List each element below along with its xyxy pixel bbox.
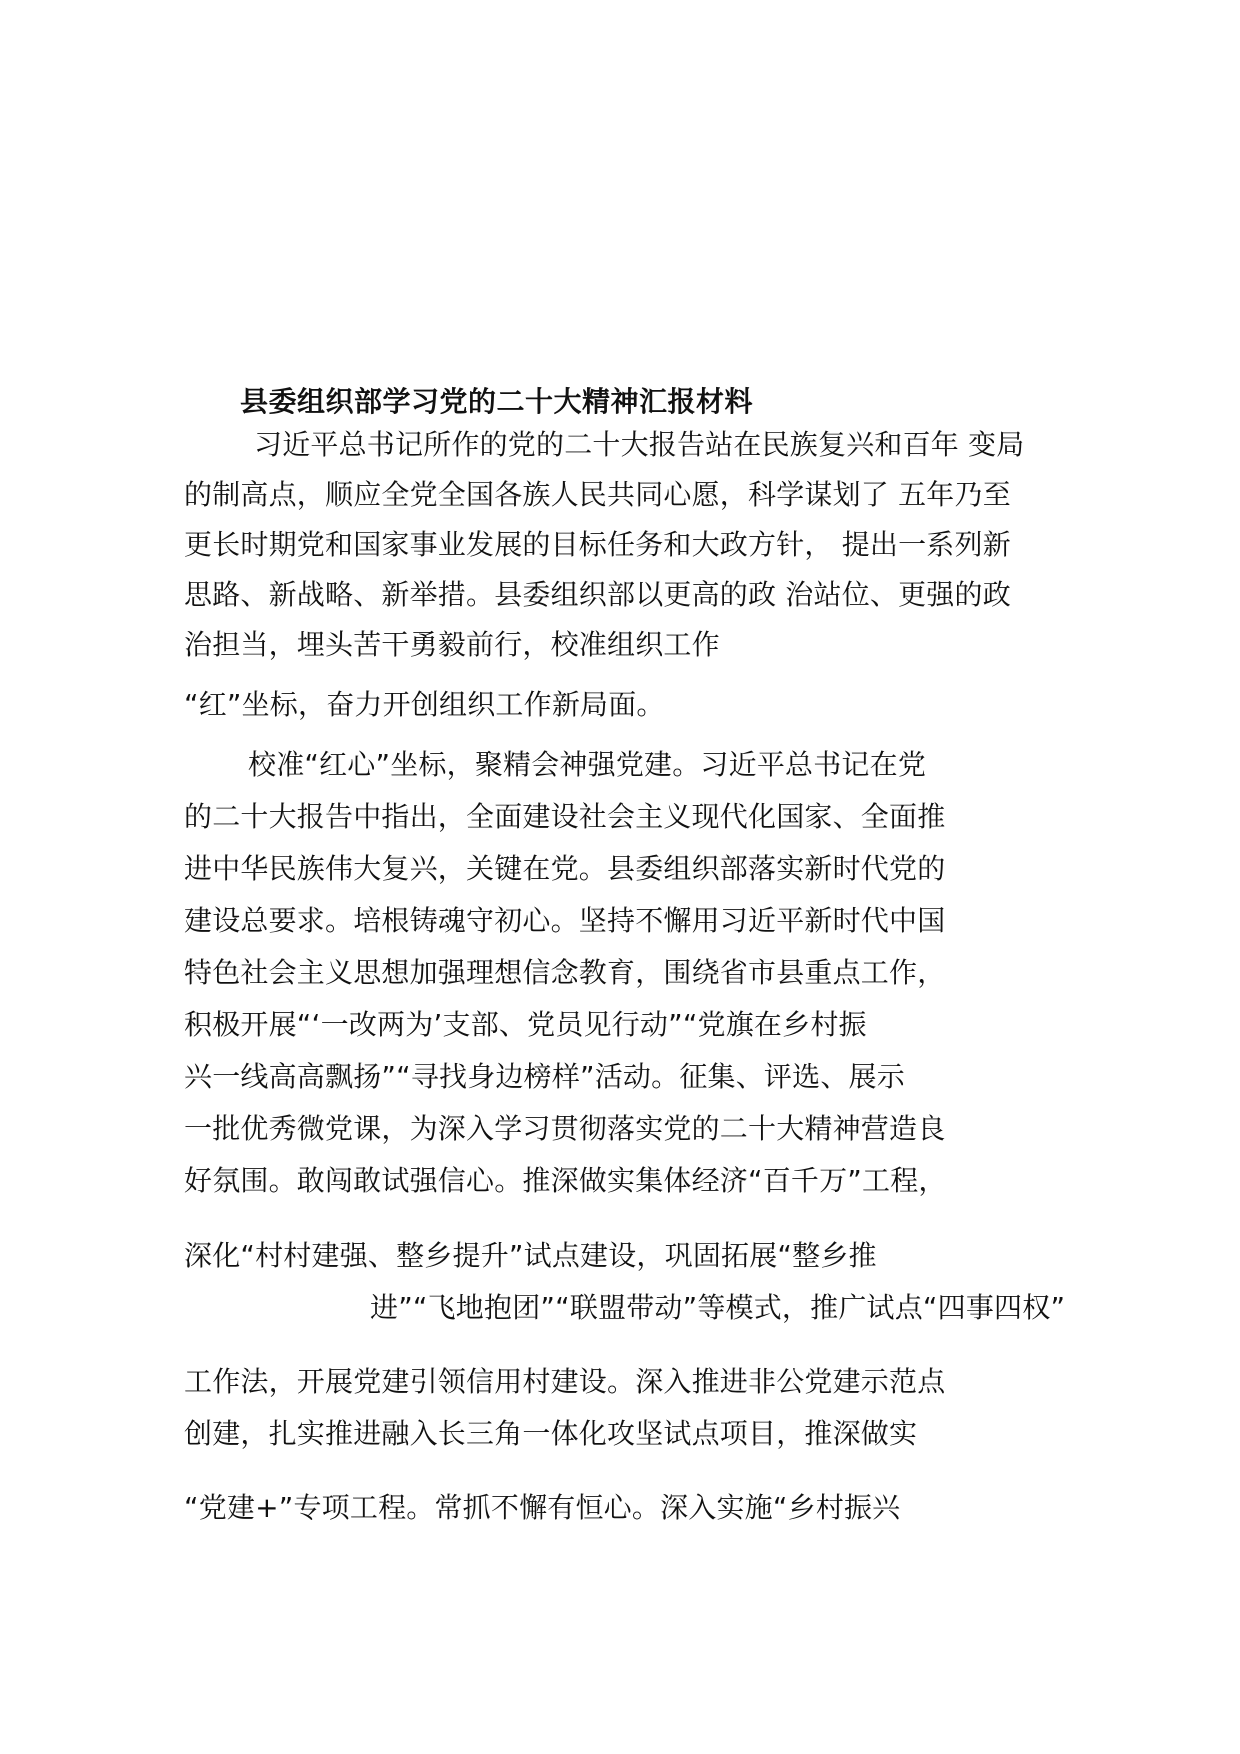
paragraph-line: 兴一线高高飘扬”“寻找身边榜样”活动。征集、评选、展示 (184, 1060, 905, 1093)
paragraph-line: 创建，扎实推进融入长三角一体化攻坚试点项目，推深做实 (184, 1417, 918, 1450)
paragraph-line: 进”“飞地抱团”“联盟带动”等模式，推广试点“四事四权” (370, 1291, 1066, 1324)
paragraph-line: 的二十大报告中指出，全面建设社会主义现代化国家、全面推 (184, 800, 946, 833)
paragraph-line: 工作法，开展党建引领信用村建设。深入推进非公党建示范点 (184, 1365, 946, 1398)
paragraph-line: 治担当，埋头苦干勇毅前行，校准组织工作 (184, 628, 720, 661)
paragraph-line: 校准“红心”坐标，聚精会神强党建。习近平总书记在党 (248, 748, 927, 781)
paragraph-line: 建设总要求。培根铸魂守初心。坚持不懈用习近平新时代中国 (184, 904, 946, 937)
paragraph-line: 更长时期党和国家事业发展的目标任务和大政方针， 提出一系列新 (184, 528, 1011, 561)
paragraph-line: 深化“村村建强、整乡提升”试点建设，巩固拓展“整乡推 (184, 1239, 877, 1272)
paragraph-line: 特色社会主义思想加强理想信念教育，围绕省市县重点工作， (184, 956, 946, 989)
paragraph-line: 好氛围。敢闯敢试强信心。推深做实集体经济“百千万”工程， (184, 1164, 947, 1197)
paragraph-line: 的制高点，顺应全党全国各族人民共同心愿，科学谋划了 五年乃至 (184, 478, 1011, 511)
paragraph-line: 思路、新战略、新举措。县委组织部以更高的政 治站位、更强的政 (184, 578, 1011, 611)
paragraph-line: “红”坐标，奋力开创组织工作新局面。 (184, 688, 665, 721)
paragraph-line: 积极开展“‘一改两为’支部、党员见行动”“党旗在乡村振 (184, 1008, 867, 1041)
paragraph-line: 习近平总书记所作的党的二十大报告站在民族复兴和百年 变局 (254, 428, 1025, 461)
paragraph-line: 进中华民族伟大复兴，关键在党。县委组织部落实新时代党的 (184, 852, 946, 885)
paragraph-line: 一批优秀微党课，为深入学习贯彻落实党的二十大精神营造良 (184, 1112, 946, 1145)
paragraph-line: “党建+”专项工程。常抓不懈有恒心。深入实施“乡村振兴 (184, 1491, 901, 1524)
document-title: 县委组织部学习党的二十大精神汇报材料 (240, 385, 754, 418)
